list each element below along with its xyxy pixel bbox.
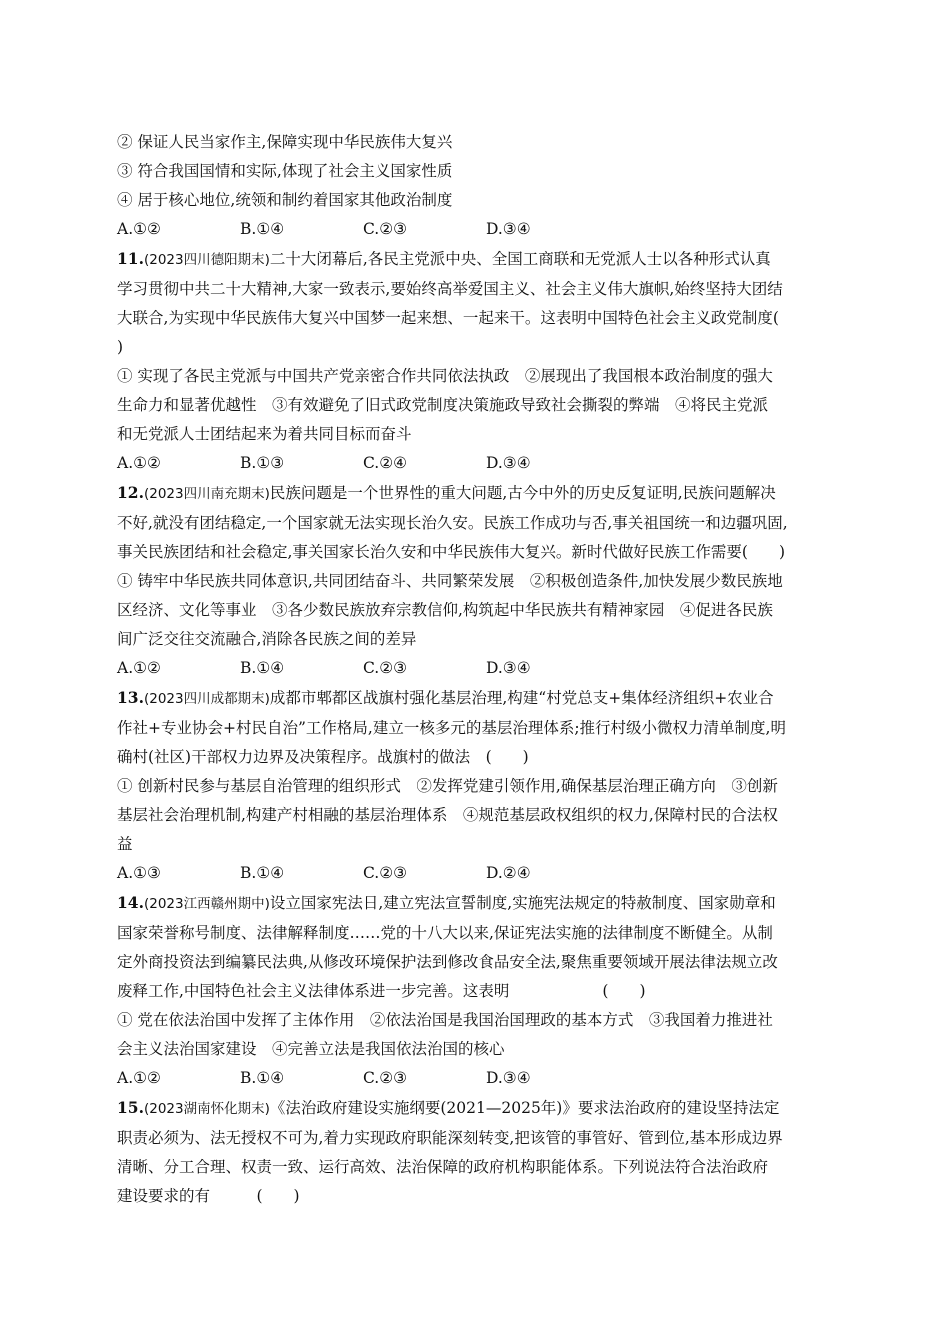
choice-b: B.①④ (240, 659, 285, 677)
answer-choices (117, 449, 837, 478)
question-source: (2023四川成都期末) (143, 691, 270, 707)
option-line: 会主义法治国家建设 ④完善立法是我国依法治国的核心 (117, 1040, 505, 1058)
choice-b: B.①③ (240, 454, 285, 472)
question-12 (117, 478, 837, 683)
choice-b: B.①④ (240, 864, 285, 882)
choice-a: A.①② (117, 220, 161, 238)
choice-c: C.②④ (363, 454, 408, 472)
option-line: ① 党在依法治国中发挥了主体作用 ②依法治国是我国治国理政的基本方式 ③我国着力推进社 (117, 1011, 773, 1029)
choice-b: B.①④ (240, 220, 285, 238)
choice-a: A.①③ (117, 864, 161, 882)
question-source: (2023江西赣州期中) (143, 896, 270, 912)
stem-line: 二十大闭幕后,各民主党派中央、全国工商联和无党派人士以各种形式认真 (269, 250, 771, 268)
choice-c: C.②③ (363, 1069, 408, 1087)
option-line: 间广泛交往交流融合,消除各民族之间的差异 (117, 630, 417, 648)
option-line: ③ 符合我国国情和实际,体现了社会主义国家性质 (117, 162, 453, 180)
answer-choices (117, 215, 837, 244)
option-line: 和无党派人士团结起来为着共同目标而奋斗 (117, 425, 412, 443)
option-line: ② 保证人民当家作主,保障实现中华民族伟大复兴 (117, 133, 453, 151)
choice-c: C.②③ (363, 220, 408, 238)
question-number: 11. (117, 249, 144, 268)
choice-d: D.②④ (486, 864, 531, 882)
question-source: (2023四川南充期末) (143, 486, 270, 502)
choice-c: C.②③ (363, 659, 408, 677)
question-number: 14. (117, 893, 144, 912)
question-source: (2023湖南怀化期末) (143, 1101, 270, 1117)
stem-line: 《法治政府建设实施纲要(2021—2025年)》要求法治政府的建设坚持法定 (269, 1099, 780, 1117)
option-line: ① 创新村民参与基层自治管理的组织形式 ②发挥党建引领作用,确保基层治理正确方向 ③创新 (117, 777, 778, 795)
stem-line: 作社+专业协会+村民自治”工作格局,建立一核多元的基层治理体系;推行村级小微权力清单制度,明 (117, 719, 786, 737)
stem-line: 确村(社区)干部权力边界及决策程序。战旗村的做法 ( ) (117, 748, 529, 766)
question-source: (2023四川德阳期末) (143, 252, 270, 268)
option-line: ④ 居于核心地位,统领和制约着国家其他政治制度 (117, 191, 453, 209)
option-line: 区经济、文化等事业 ③各少数民族放弃宗教信仰,构筑起中华民族共有精神家园 ④促进各民族 (117, 601, 773, 619)
option-line: ① 实现了各民主党派与中国共产党亲密合作共同依法执政 ②展现出了我国根本政治制度的强大 (117, 367, 773, 385)
stem-line: 清晰、分工合理、权责一致、运行高效、法治保障的政府机构职能体系。下列说法符合法治政府 (117, 1158, 769, 1176)
option-line: 生命力和显著优越性 ③有效避免了旧式政党制度决策施政导致社会撕裂的弊端 ④将民主党派 (117, 396, 769, 414)
question-13 (117, 683, 837, 888)
stem-line: 不好,就没有团结稳定,一个国家就无法实现长治久安。民族工作成功与否,事关祖国统一和边疆巩固, (117, 514, 788, 532)
option-line: 益 (117, 835, 133, 853)
document-page (117, 128, 837, 1211)
answer-choices (117, 1064, 837, 1093)
question-number: 15. (117, 1098, 144, 1117)
answer-choices (117, 654, 837, 683)
question-number: 12. (117, 483, 144, 502)
answer-choices (117, 859, 837, 888)
stem-line: 国家荣誉称号制度、法律解释制度……党的十八大以来,保证宪法实施的法律制度不断健全。从制 (117, 924, 773, 942)
stem-line: 事关民族团结和社会稳定,事关国家长治久安和中华民族伟大复兴。新时代做好民族工作需要( ) (117, 543, 786, 561)
choice-a: A.①② (117, 1069, 161, 1087)
stem-line: 建设要求的有 ( ) (117, 1187, 300, 1205)
choice-a: A.①② (117, 454, 161, 472)
choice-d: D.③④ (486, 454, 531, 472)
choice-d: D.③④ (486, 659, 531, 677)
choice-c: C.②③ (363, 864, 408, 882)
stem-line: 定外商投资法到编纂民法典,从修改环境保护法到修改食品安全法,聚焦重要领域开展法律法规立改 (117, 953, 778, 971)
question-15 (117, 1093, 837, 1211)
option-line: ① 铸牢中华民族共同体意识,共同团结奋斗、共同繁荣发展 ②积极创造条件,加快发展少数民族地 (117, 572, 783, 590)
stem-line: 民族问题是一个世界性的重大问题,古今中外的历史反复证明,民族问题解决 (269, 484, 776, 502)
stem-line: ) (117, 338, 124, 356)
choice-a: A.①② (117, 659, 161, 677)
question-14 (117, 888, 837, 1093)
choice-b: B.①④ (240, 1069, 285, 1087)
stem-line: 学习贯彻中共二十大精神,大家一致表示,要始终高举爱国主义、社会主义伟大旗帜,始终坚持大团结 (117, 280, 783, 298)
question-number: 13. (117, 688, 144, 707)
choice-d: D.③④ (486, 220, 531, 238)
stem-line: 职责必须为、法无授权不可为,着力实现政府职能深刻转变,把该管的事管好、管到位,基本形成边界 (117, 1129, 783, 1147)
stem-line: 成都市郫都区战旗村强化基层治理,构建“村党总支+集体经济组织+农业合 (269, 689, 774, 707)
question-10 (117, 128, 837, 244)
choice-d: D.③④ (486, 1069, 531, 1087)
stem-line: 设立国家宪法日,建立宪法宣誓制度,实施宪法规定的特赦制度、国家勋章和 (269, 894, 776, 912)
option-line: 基层社会治理机制,构建产村相融的基层治理体系 ④规范基层政权组织的权力,保障村民的合法权 (117, 806, 778, 824)
question-11 (117, 244, 837, 478)
stem-line: 大联合,为实现中华民族伟大复兴中国梦一起来想、一起来干。这表明中国特色社会主义政党制度( (117, 309, 779, 327)
stem-line: 废释工作,中国特色社会主义法律体系进一步完善。这表明 ( ) (117, 982, 646, 1000)
